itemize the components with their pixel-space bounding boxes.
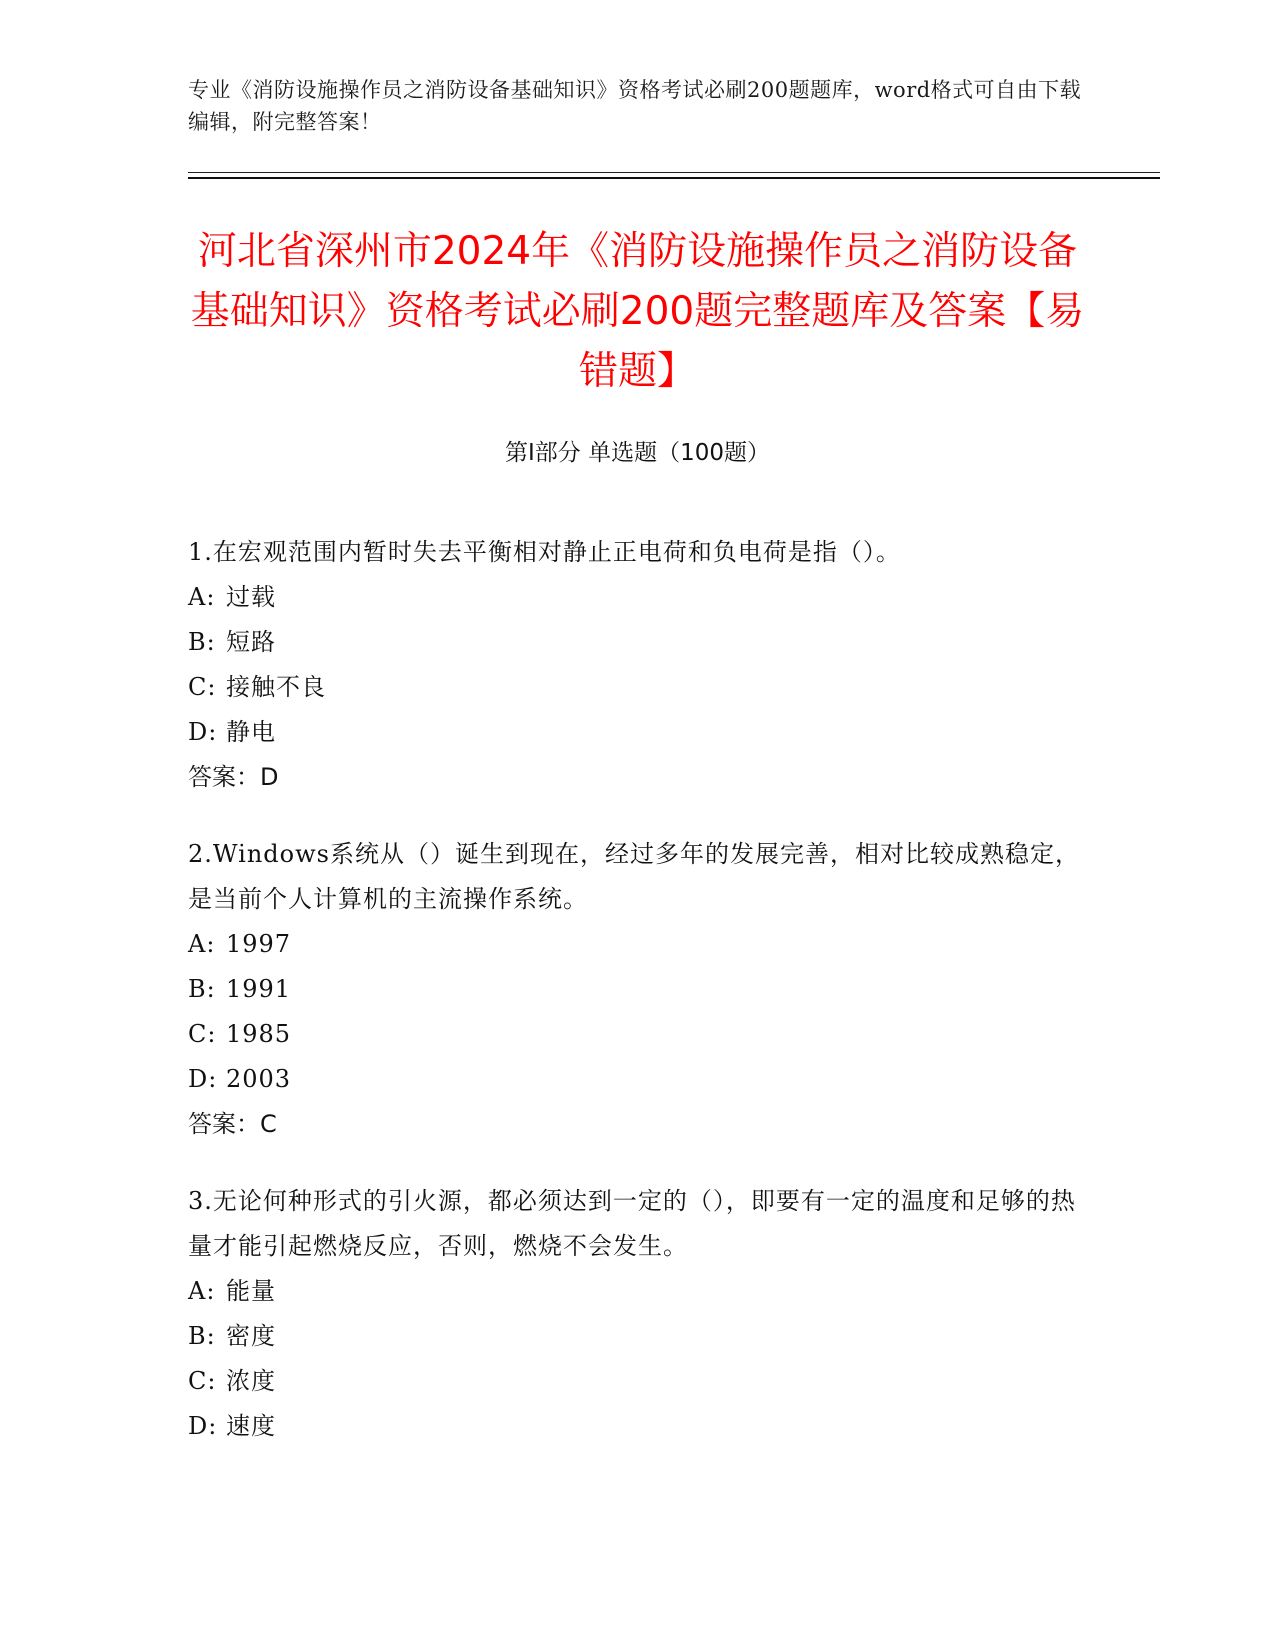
header-divider-thick: [188, 177, 1160, 179]
question-item: [188, 1179, 1088, 1449]
option-d: D: 速度: [188, 1412, 276, 1440]
option-a: A: 1997: [188, 930, 292, 958]
option-b: B: 短路: [188, 628, 276, 656]
option-a: A: 过载: [188, 583, 276, 611]
option-b: B: 1991: [188, 975, 292, 1003]
option-d: D: 静电: [188, 718, 276, 746]
answer-line: 答案：C: [188, 1110, 277, 1138]
option-c: C: 浓度: [188, 1367, 276, 1395]
question-text: 2.Windows系统从（）诞生到现在，经过多年的发展完善，相对比较成熟稳定，是当前个人计算机的主流操作系统。: [188, 840, 1080, 913]
question-list: [188, 530, 1088, 1481]
question-item: [188, 832, 1088, 1147]
answer-line: 答案：D: [188, 763, 279, 791]
question-text: 1.在宏观范围内暂时失去平衡相对静止正电荷和负电荷是指（）。: [188, 538, 901, 566]
header-divider-thin: [188, 172, 1160, 173]
option-d: D: 2003: [188, 1065, 292, 1093]
option-c: C: 1985: [188, 1020, 292, 1048]
section-heading: 第I部分 单选题（100题）: [505, 440, 770, 466]
document-title: 河北省深州市2024年《消防设施操作员之消防设备基础知识》资格考试必刷200题完整题库及答案【易错题】: [190, 229, 1085, 394]
option-a: A: 能量: [188, 1277, 276, 1305]
question-text: 3.无论何种形式的引火源，都必须达到一定的（），即要有一定的温度和足够的热量才能引起燃烧反应，否则，燃烧不会发生。: [188, 1187, 1076, 1260]
question-item: [188, 530, 1088, 800]
option-c: C: 接触不良: [188, 673, 326, 701]
header-note: 专业《消防设施操作员之消防设备基础知识》资格考试必刷200题题库，word格式可自由下载编辑，附完整答案！: [188, 78, 1082, 134]
option-b: B: 密度: [188, 1322, 276, 1350]
